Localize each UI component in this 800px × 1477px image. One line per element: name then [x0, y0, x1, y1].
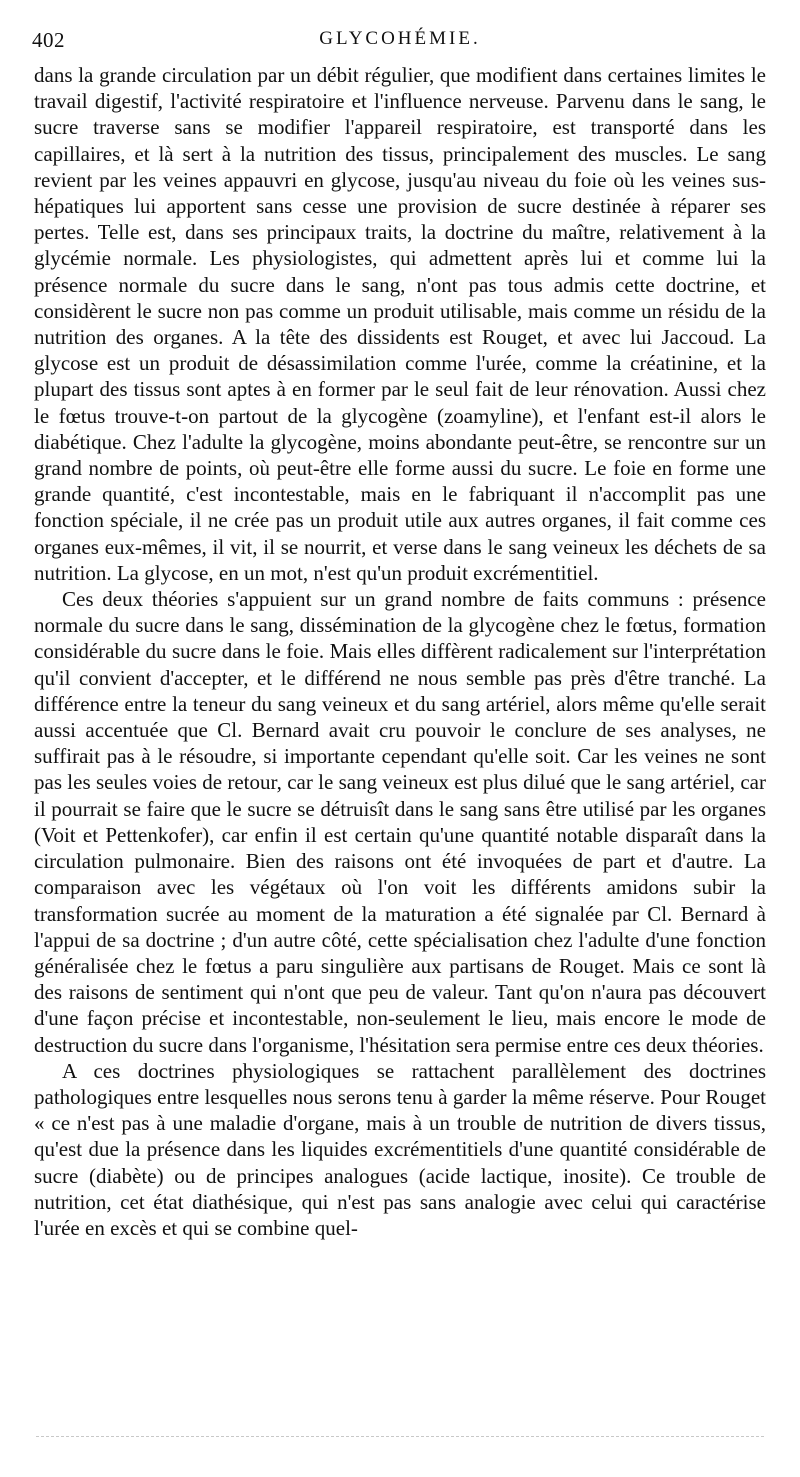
- bottom-bleed-line: [36, 1436, 764, 1437]
- paragraph-3: A ces doctrines physiologiques se rattachent parallèlement des doctrines pathologiques entre lesquelles nous serons tenu à garder la même réserve. Pour Rouget « ce n'est pas à une maladie d'organe, mais à un trouble de nutrition de divers tissus, qu'est due la présence dans les liquides excrémentitiels d'une quantité considérable de sucre (diabète) ou de principes analogues (acide lactique, inosite). Ce trouble de nutrition, cet état diathésique, qui n'est pas sans analogie avec celui qui caractérise l'urée en excès et qui se combine quel-: [34, 1058, 766, 1240]
- body-text: [34, 62, 766, 1241]
- paragraph-1: dans la grande circulation par un débit régulier, que modifient dans certaines limites le travail digestif, l'activité respiratoire et l'influence nerveuse. Parvenu dans le sang, le sucre traverse sans se modifier l'appareil respiratoire, est transporté dans les capillaires, et là sert à la nutrition des tissus, principalement des muscles. Le sang revient par les veines appauvri en glycose, jusqu'au niveau du foie où les veines sus-hépatiques lui apportent sans cesse une provision de sucre destinée à réparer ses pertes. Telle est, dans ses principaux traits, la doctrine du maître, relativement à la glycémie normale. Les physiologistes, qui admettent après lui et comme lui la présence normale du sucre dans le sang, n'ont pas tous admis cette doctrine, et considèrent le sucre non pas comme un produit utilisable, mais comme un résidu de la nutrition des organes. A la tête des dissidents est Rouget, et avec lui Jaccoud. La glycose est un produit de désassimilation comme l'urée, comme la créatinine, et la plupart des tissus sont aptes à en former par le seul fait de leur rénovation. Aussi chez le fœtus trouve-t-on partout de la glycogène (zoamyline), et l'enfant est-il alors le diabétique. Chez l'adulte la glycogène, moins abondante peut-être, se rencontre sur un grand nombre de points, où peut-être elle forme aussi du sucre. Le foie en forme une grande quantité, c'est incontestable, mais en le fabriquant il n'accomplit pas une fonction spéciale, il ne crée pas un produit utile aux autres organes, il fait comme ces organes eux-mêmes, il vit, il se nourrit, et verse dans le sang veineux les déchets de sa nutrition. La glycose, en un mot, n'est qu'un produit excrémentitiel.: [34, 63, 766, 585]
- running-title: GLYCOHÉMIE.: [319, 28, 481, 49]
- page-number: 402: [32, 28, 65, 52]
- page-header: [32, 28, 768, 56]
- paragraph-2: Ces deux théories s'appuient sur un grand nombre de faits communs : présence normale du sucre dans le sang, dissémination de la glycogène chez le fœtus, formation considérable du sucre dans le foie. Mais elles diffèrent radicalement sur l'interprétation qu'il convient d'accepter, et le différend ne nous semble pas près d'être tranché. La différence entre la teneur du sang veineux et du sang artériel, alors même qu'elle serait aussi accentuée que Cl. Bernard avait cru pouvoir le conclure de ses analyses, ne suffirait pas à le résoudre, si importante cependant qu'elle soit. Car les veines ne sont pas les seules voies de retour, car le sang veineux est plus dilué que le sang artériel, car il pourrait se faire que le sucre se détruisît dans le sang sans être utilisé par les organes (Voit et Pettenkofer), car enfin il est certain qu'une quantité notable disparaît dans la circulation pulmonaire. Bien des raisons ont été invoquées de part et d'autre. La comparaison avec les végétaux où l'on voit les différents amidons subir la transformation sucrée au moment de la maturation a été signalée par Cl. Bernard à l'appui de sa doctrine ; d'un autre côté, cette spécialisation chez l'adulte d'une fonction généralisée chez le fœtus a paru singulière aux partisans de Rouget. Mais ce sont là des raisons de sentiment qui n'ont que peu de valeur. Tant qu'on n'aura pas découvert d'une façon précise et incontestable, non-seulement le lieu, mais encore le mode de destruction du sucre dans l'organisme, l'hésitation sera permise entre ces deux théories.: [34, 587, 766, 1057]
